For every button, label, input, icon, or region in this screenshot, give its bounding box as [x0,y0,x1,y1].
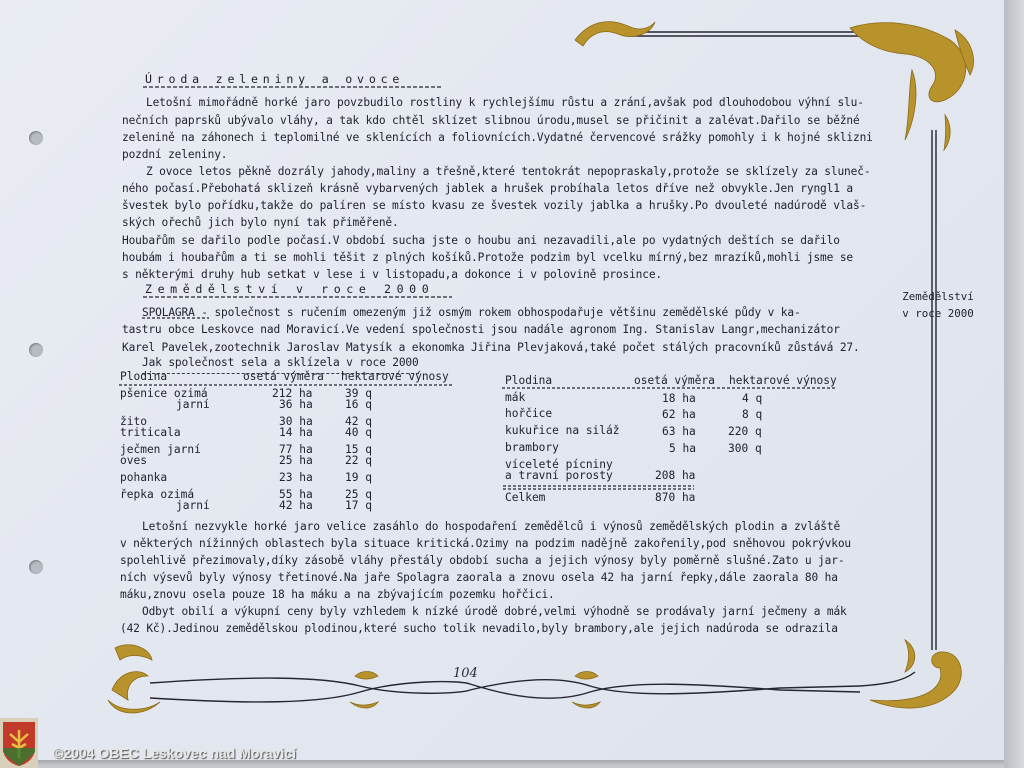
table-cell-sown: 5 ha [669,442,696,455]
paragraph-line: Z ovoce letos pěkně dozrály jahody,maliny a třešně,které tentokrát nepopraskaly,protože se sklízely za sluneč- [146,165,871,178]
table-cell-sown: 77 ha [279,443,313,456]
table-cell-yield: 39 q [345,387,372,400]
section-title: Úroda zeleniny a ovoce [145,72,405,86]
table-cell-yield: 300 q [728,442,762,455]
table-cell-crop: hořčice [505,407,553,420]
paragraph-line: (42 Kč).Jedinou zemědělskou plodinou,které sucho tolik nevadilo,byly brambory,ale jejich nadúroda se odrazila [120,622,838,635]
table-cell-crop: pohanka [120,471,168,484]
table-cell-crop: ječmen jarní [120,443,201,456]
copyright-watermark: ©2004 OBEC Leskovec nad Moravicí [53,745,296,761]
table-cell-sown: 55 ha [279,488,313,501]
table-cell-crop: víceleté pícniny [505,458,613,471]
table-cell-yield: 8 q [742,408,763,421]
table-cell-crop: oves [120,454,147,467]
table-cell-crop: triticala [120,426,181,439]
paragraph-line: Letošní nezvykle horké jaro velice zasáhlo do hospodaření zemědělců i výnosů zemědělských plodin a zvláště [142,520,841,533]
table-cell-yield: 17 q [345,499,372,512]
table-cell-yield: 4 q [742,392,763,405]
margin-note-line: v roce 2000 [902,307,974,320]
table-total-sown: 870 ha [655,491,696,504]
table-cell-sown: 14 ha [279,426,313,439]
paragraph-line: tastru obce Leskovce nad Moravicí.Ve vedení společnosti jsou nadále agronom Ing. Stanislav Langr,mechanizátor [122,323,840,336]
table-cell-crop: a travní porosty [505,469,613,482]
paragraph-line: máku,znovu osela pouze 18 ha máku a na zbývajícím pozemku hořčici. [120,588,555,601]
table-cell-sown: 212 ha [272,387,313,400]
paragraph-line: s některými druhy hub setkat v lese i v listopadu,a dokonce i v polovině prosince. [122,268,663,281]
table-total-label: Celkem [505,491,546,504]
table-cell-sown: 42 ha [279,499,313,512]
table-header-sown: osetá výměra [243,370,324,383]
paragraph-line: ních výsevů byly výnosy třetinové.Na jaře Spolagra zaorala a znovu osela 42 ha jarní řepky,dále zaorala 80 ha [120,571,838,584]
table-cell-crop: brambory [505,441,559,454]
page-number: 104 [453,666,478,681]
table-cell-yield: 42 q [345,415,372,428]
paragraph-line: pozdní zeleniny. [122,148,228,161]
table-cell-sown: 18 ha [662,392,696,405]
paragraph-line: ného počasí.Přebohatá sklizeň krásně vybarvených jablek a hrušek probíhala letos dříve než obvykle.Jen ryngl1 a [122,182,853,195]
paragraph-line: Letošní mimořádně horké jaro povzbudilo rostliny k rychlejšímu růstu a zrání,avšak pod dlouhodobou výhní slu- [146,96,864,109]
table-cell-sown: 23 ha [279,471,313,484]
section-title: Zemědělství v roce 2000 [145,282,435,296]
table-header-crop: Plodina [120,370,168,383]
paragraph-line: Odbyt obilí a výkupní ceny byly vzhledem k nízké úrodě dobré,velmi výhodně se prodávaly jarní ječmeny a mák [142,605,847,618]
paragraph-line: v některých nížinných oblastech byla situace kritická.Ozimy na podzim nadějně zakořenily,pod sněhovou pokrývkou [120,537,851,550]
table-cell-crop: kukuřice na siláž [505,424,620,437]
table-cell-crop: mák [505,391,526,404]
table-cell-sown: 30 ha [279,415,313,428]
margin-note-line: Zemědělství [902,290,974,303]
table-cell-yield: 16 q [345,398,372,411]
paragraph-line: houbám i houbařům a ti se mohli těšit z plných košíků.Protože podzim byl vcelku mírný,bez mrazíků,mohli jsme se [122,251,853,264]
table-cell-crop: jarní [176,499,210,512]
table-header-crop: Plodina [505,374,553,387]
paragraph-line: zelenině na záhonech i teplomilné ve sklenících a foliovnících.Vydatné červencové srážky pomohly i k hojné sklizni [122,131,873,144]
table-cell-yield: 25 q [345,488,372,501]
margin-note [895,288,981,322]
paragraph-line: nečních paprsků ubývalo vláhy, a tak kdo chtěl sklízet slibnou úrodu,musel se přičinit a zalévat.Dařilo se běžné [122,114,860,127]
paragraph-line: SPOLAGRA - společnost s ručením omezeným již osmým rokem obhospodařuje většinu zemědělské půdy v ka- [142,306,801,319]
table-cell-crop: řepka ozimá [120,488,195,501]
table-cell-yield: 220 q [728,425,762,438]
table-cell-sown: 63 ha [662,425,696,438]
table-cell-sown: 208 ha [655,469,696,482]
paragraph-line: švestek bylo pořídku,takže do palíren se místo kvasu ze švestek vozily jablka a hrušky.Po dvouleté nadúrodě vlaš- [122,199,867,212]
table-cell-yield: 22 q [345,454,372,467]
table-cell-sown: 25 ha [279,454,313,467]
table-header-yield: hektarové výnosy [341,370,449,383]
table-cell-crop: žito [120,415,147,428]
table-header-yield: hektarové výnosy [729,374,837,387]
table-title: Jak společnost sela a sklízela v roce 2000 [142,354,419,374]
paragraph-line: Karel Pavelek,zootechnik Jaroslav Matysík a ekonomka Jiřina Plevjaková,také počet stálých pracovníků zůstává 27. [122,341,860,354]
village-coat-of-arms-icon [0,718,38,768]
table-cell-crop: pšenice ozimá [120,387,208,400]
table-cell-sown: 62 ha [662,408,696,421]
table-cell-crop: jarní [176,398,210,411]
table-header-sown: osetá výměra [634,374,715,387]
table-cell-yield: 15 q [345,443,372,456]
table-cell-sown: 36 ha [279,398,313,411]
paragraph-line: ských ořechů jich bylo nyní tak přiměřeně. [122,216,399,229]
table-cell-yield: 40 q [345,426,372,439]
paragraph-line: spolehlivě přezimovaly,díky zásobě vláhy přestály období sucha a jejich výnosy byly poměrně slušné.Zato u jar- [120,554,845,567]
table-cell-yield: 19 q [345,471,372,484]
paragraph-line: Houbařům se dařilo podle počasí.V období sucha jste o houbu ani nezavadili,ale po vydatných deštích se dařilo [122,234,840,247]
